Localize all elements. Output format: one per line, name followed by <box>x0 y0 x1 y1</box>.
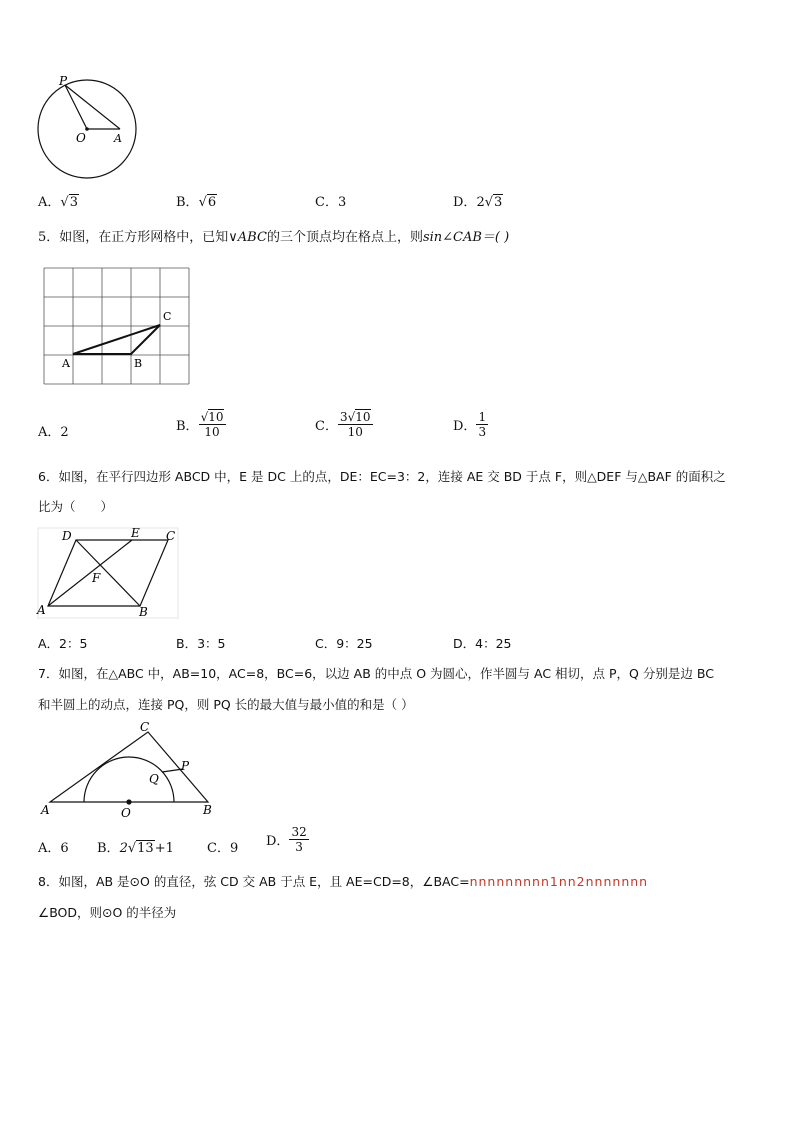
q7-option-d[interactable] <box>266 825 309 854</box>
q5-stem-expr: sin∠CAB＝( ) <box>422 230 510 245</box>
q4-option-d-radicand: 3 <box>494 195 503 210</box>
q5-option-a-label: A． <box>38 425 61 440</box>
q5-option-c-coef: 3 <box>339 410 348 424</box>
q7-label-b: B <box>203 803 212 817</box>
q4-option-a-sqrt: √3 <box>60 195 78 210</box>
q6-diagonal-bd <box>76 540 140 606</box>
q5-option-d-num: 1 <box>478 410 487 424</box>
q6-option-c[interactable]: C．9：25 <box>315 636 373 651</box>
q6-label-f: F <box>92 571 101 585</box>
q7-option-b-sqrt: √13 <box>127 841 154 856</box>
q7-center-dot <box>126 799 131 804</box>
q5-option-a[interactable] <box>38 421 69 440</box>
q8-stem-line1 <box>38 873 648 891</box>
q4-option-b-sqrt: √6 <box>198 195 217 210</box>
q5-option-c-label: C． <box>315 419 338 434</box>
q7-stem-line2: 和半圆上的动点，连接 PQ，则 PQ 长的最大值与最小值的和是（ ） <box>38 697 414 712</box>
q7-label-c: C <box>140 720 150 734</box>
q6-label-d: D <box>62 529 72 543</box>
q5-option-b-den: 10 <box>204 425 220 439</box>
q5-label-a: A <box>62 357 70 370</box>
q7-label-p: P <box>181 759 190 773</box>
q4-option-c[interactable] <box>315 191 346 210</box>
q4-option-b-radicand: 6 <box>207 195 217 210</box>
q4-option-b-label: B． <box>176 195 199 210</box>
q7-stem-line1: 7．如图，在△ABC 中，AB=10，AC=8，BC=6，以边 AB 的中点 O 为圆心，作半圆与 AC 相切，点 P，Q 分别是边 BC <box>38 666 714 681</box>
q4-circle-figure <box>34 74 144 184</box>
q7-option-b-tail: +1 <box>154 841 174 856</box>
q4-option-c-value: 3 <box>337 195 347 210</box>
q6-option-b[interactable]: B．3：5 <box>176 636 226 651</box>
q5-option-d-den: 3 <box>478 425 487 439</box>
q4-option-a[interactable] <box>38 191 79 210</box>
q5-stem <box>38 229 509 247</box>
q5-option-d-label: D． <box>453 419 477 434</box>
q4-option-c-label: C． <box>315 195 338 210</box>
q4-segment-po <box>65 85 87 129</box>
q7-option-c[interactable]: C．9 <box>207 841 239 856</box>
q8-stem-garbled: nnnnnnnnn1nn2nnnnnnn <box>469 874 649 889</box>
q5-option-b-radicand: 10 <box>208 410 224 424</box>
q4-option-b[interactable] <box>176 191 217 210</box>
q4-option-d-sqrt: √3 <box>484 195 503 210</box>
q6-label-b: B <box>139 605 148 619</box>
q5-option-d[interactable] <box>453 410 488 439</box>
q6-label-c: C <box>166 529 176 543</box>
q7-option-d-fraction <box>289 825 308 854</box>
q8-stem-line2: ∠BOD，则⊙O 的半径为 <box>38 905 177 920</box>
q5-option-c[interactable] <box>315 410 373 439</box>
q5-label-b: B <box>134 357 143 370</box>
q4-option-a-label: A． <box>38 195 61 210</box>
q4-label-p: P <box>59 74 68 88</box>
q6-segment-ae <box>48 540 132 606</box>
q4-option-a-radicand: 3 <box>69 195 78 210</box>
q4-segment-pa <box>65 85 120 129</box>
q5-grid-figure <box>40 262 196 388</box>
q5-option-a-value: 2 <box>60 425 69 440</box>
q7-option-b-coef: 2 <box>119 841 128 856</box>
q7-option-a[interactable]: A．6 <box>38 841 69 856</box>
q7-option-d-label: D． <box>266 834 290 849</box>
q5-option-d-fraction <box>476 410 488 439</box>
q7-option-b-label: B． <box>97 841 120 856</box>
q7-segment-pq <box>162 769 183 772</box>
q5-stem-mid: 的三个顶点均在格点上，则 <box>266 230 423 245</box>
q6-stem-line1: 6．如图，在平行四边形 ABCD 中，E 是 DC 上的点，DE：EC=3：2，连接 AE 交 BD 于点 F，则△DEF 与△BAF 的面积之 <box>38 469 726 484</box>
q6-stem-line2: 比为（ ） <box>38 499 114 514</box>
q8-stem-text: 8．如图，AB 是⊙O 的直径，弦 CD 交 AB 于点 E，且 AE=CD=8，∠BAC= <box>38 874 470 889</box>
q5-option-b[interactable] <box>176 410 226 439</box>
q7-option-b-radicand: 13 <box>137 841 154 856</box>
q7-label-a: A <box>41 803 50 817</box>
q7-option-d-den: 3 <box>295 840 303 854</box>
q4-label-a: A <box>114 132 122 145</box>
q6-option-d[interactable]: D．4：25 <box>453 636 512 651</box>
q4-option-d-coef: 2 <box>476 195 485 210</box>
q5-triangle-abc <box>73 325 160 354</box>
q5-label-c: C <box>163 310 172 323</box>
q7-option-b[interactable] <box>97 837 174 856</box>
q7-triangle-figure <box>38 716 218 822</box>
q7-option-d-num: 32 <box>291 825 307 839</box>
q7-label-q: Q <box>149 772 159 786</box>
q6-label-a: A <box>37 603 46 617</box>
q4-option-d-label: D． <box>453 195 477 210</box>
q5-stem-triangle: ∨ABC <box>228 230 267 245</box>
q7-label-o: O <box>121 806 131 820</box>
q5-option-b-fraction: $\frac{√10}{10}$ <box>200 410 224 439</box>
q6-option-a[interactable]: A．2：5 <box>38 636 88 651</box>
q7-semicircle <box>84 757 174 802</box>
q6-parallelogram-figure <box>36 526 186 622</box>
q5-option-c-den: 10 <box>347 425 363 439</box>
q4-label-o: O <box>76 131 86 145</box>
q5-option-b-label: B． <box>176 419 199 434</box>
q5-option-c-radicand: 10 <box>355 410 371 424</box>
q5-option-c-fraction: $\frac{3√10}{10}$ <box>339 410 371 439</box>
q4-option-d[interactable] <box>453 191 503 210</box>
q6-label-e: E <box>131 526 140 540</box>
q5-stem-pre: 5．如图，在正方形网格中，已知 <box>38 230 229 245</box>
